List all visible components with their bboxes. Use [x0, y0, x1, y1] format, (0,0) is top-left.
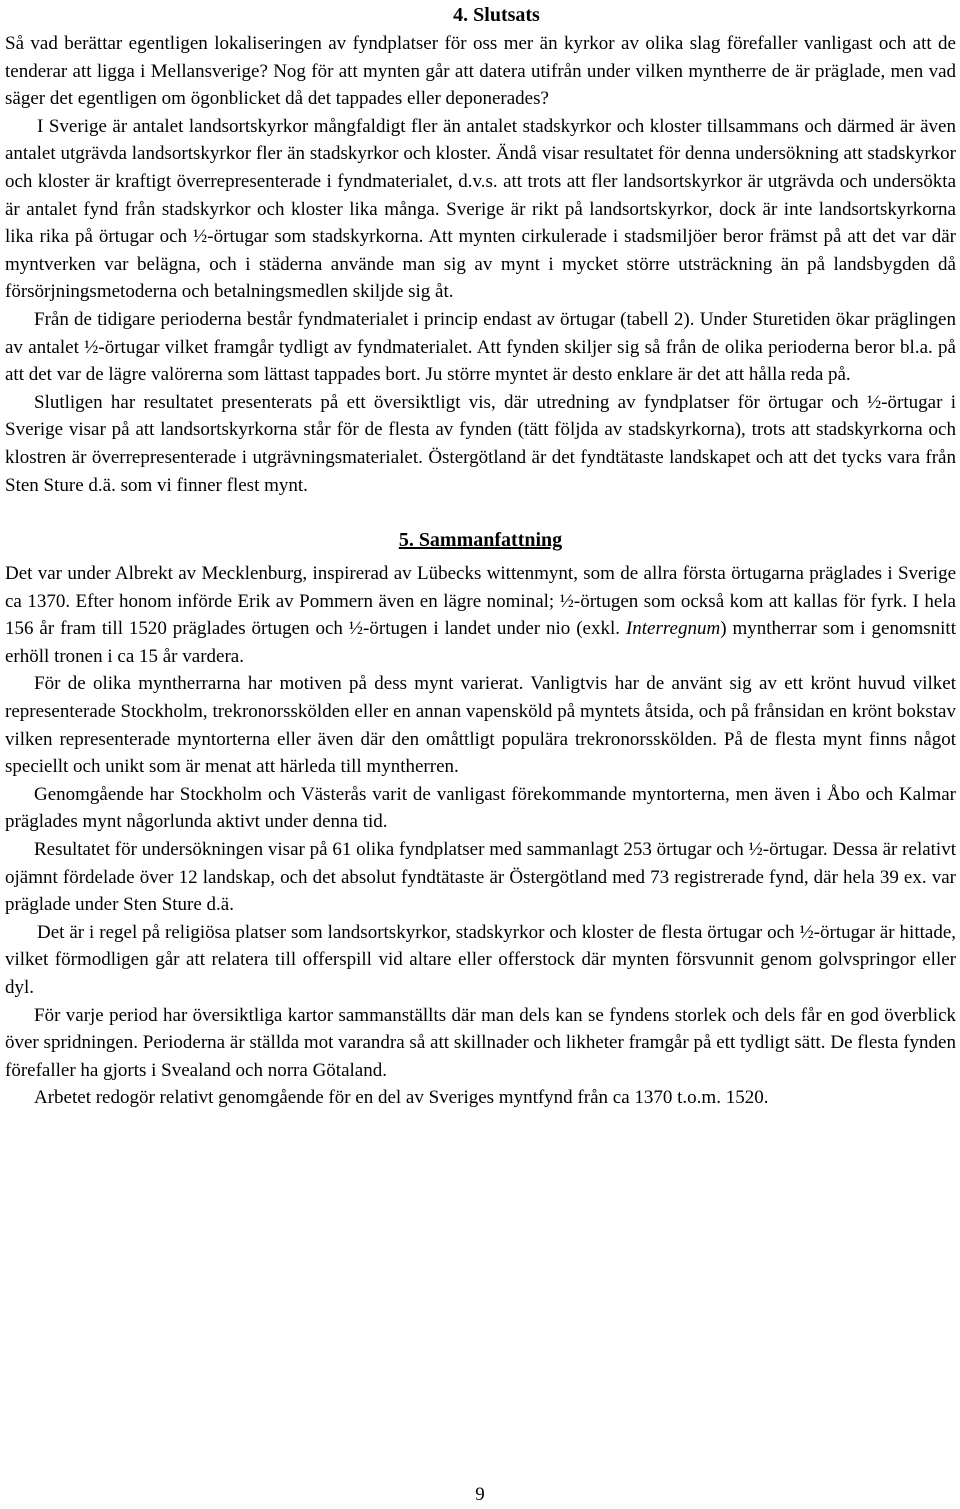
paragraph: Så vad berättar egentligen lokaliseringen av fyndplatser för oss mer än kyrkor av olika slag förefaller vanligast och att de tenderar att ligga i Mellansverige? Nog för att mynten går att datera utifrån under vilken myntherre de är präglade, men vad säger det egentligen om ögonblicket då det tappades eller deponerades? [5, 33, 956, 110]
paragraph: I Sverige är antalet landsortskyrkor mångfaldigt fler än antalet stadskyrkor och kloster tillsammans och därmed är även antalet utgrävda landsortskyrkor fler än stadskyrkor och kloster. Ändå visar resultatet för denna undersökning att stadskyrkor och kloster är kraftigt överrepresenterade i fyndmaterialet, d.v.s. att trots att fler landsortskyrkor är utgrävda och undersökta är antalet fynd från stadskyrkor och kloster lika många. Sverige är rikt på landsortskyrkor, dock är inte landsortskyrkorna lika rika på örtugar och ½-örtugar som stadskyrkorna. Att mynten cirkulerade i stadsmiljöer beror främst på att det var där myntverken var belägna, och i städerna använde man sig av mynt i mycket större utsträckning än på landsbygden då försörjningsmetoderna och betalningsmedlen skiljde sig åt. [5, 115, 956, 303]
paragraph: Resultatet för undersökningen visar på 61 olika fyndplatser med sammanlagt 253 örtugar och ½-örtugar. Dessa är relativt ojämnt fördelade över 12 landskap, och det absolut fyndtätaste är Östergötland med 73 registrerade fynd, där hela 39 ex. var präglade under Sten Sture d.ä. [5, 839, 956, 916]
page-number: 9 [475, 1484, 485, 1505]
paragraph: För varje period har översiktliga kartor sammanställts där man dels kan se fyndens storlek och dels får en god överblick över spridningen. Perioderna är ställda mot varandra så att skillnader och likheter framgår på ett tydligt sätt. De flesta fynden förefaller ha gjorts i Svealand och norra Götaland. [5, 1004, 956, 1081]
section-heading-sammanfattning [5, 526, 956, 554]
paragraph: För de olika myntherrarna har motiven på dess mynt varierat. Vanligtvis har de använt sig av ett krönt huvud vilket representerade Stockholm, trekronorsskölden eller en annan vapensköld på myntets åtsida, och på frånsidan en krönt bokstav vilken representerade myntorterna eller även där den omåttligt populära trekronorsskölden. På de flesta mynt finns något speciellt och unikt som är menat att härleda till myntherren. [5, 673, 956, 778]
paragraph-text: Det var under Albrekt av Mecklenburg, inspirerad av Lübecks wittenmynt, som de allra första örtugarna präglades i Sverige ca 1370. Efter honom införde Erik av Pommern även en lägre nominal; ½-örtugen som också kom att kallas för fyrk. I hela 156 år fram till 1520 präglades örtugen och ½-örtugen i landet under nio (exkl. [5, 563, 956, 640]
italic-term: Interregnum [625, 618, 721, 640]
section-heading-slutsats: 4. Slutsats [453, 4, 540, 26]
section-gap [5, 499, 956, 526]
paragraph [5, 560, 956, 670]
paragraph: Slutligen har resultatet presenterats på ett översiktligt vis, där utredning av fyndplatser för örtugar och ½-örtugar i Sverige visar på att landsortskyrkorna står för de flesta av fynden (tätt följda av stadskyrkorna), trots att stadskyrkorna och klostren är överrepresenterade i utgrävningsmaterialet. Östergötland är det fyndtätaste landskapet och att det tycks vara från Sten Sture d.ä. som vi finner flest mynt. [5, 391, 956, 496]
paragraph: Genomgående har Stockholm och Västerås varit de vanligast förekommande myntorterna, men även i Åbo och Kalmar präglades mynt någorlunda aktivt under denna tid. [5, 783, 956, 833]
paragraph: Från de tidigare perioderna består fyndmaterialet i princip endast av örtugar (tabell 2). Under Sturetiden ökar präglingen av antalet ½-örtugar vilket framgår tydligt av fyndmaterialet. Att fynden skiljer sig så från de olika perioderna beror bl.a. på att det var de lägre valörerna som lättast tappades bort. Ju större myntet är desto enklare är det att hålla reda på. [5, 308, 956, 386]
paragraph: Det är i regel på religiösa platser som landsortskyrkor, stadskyrkor och kloster de flesta örtugar och ½-örtugar är hittade, vilket förmodligen går att relatera till offerspill vid altare eller offerstock där mynten försvunnit genom golvspringor eller dyl. [5, 921, 956, 998]
paragraph: Arbetet redogör relativt genomgående för en del av Sveriges myntfynd från ca 1370 t.o.m. 1520. [34, 1087, 769, 1109]
document-page [5, 0, 956, 1112]
paragraph-text: ) myntherrar som i genomsnitt erhöll tronen i ca 15 år vardera. [5, 618, 956, 667]
heading-text: 5. Sammanfattning [398, 529, 563, 552]
